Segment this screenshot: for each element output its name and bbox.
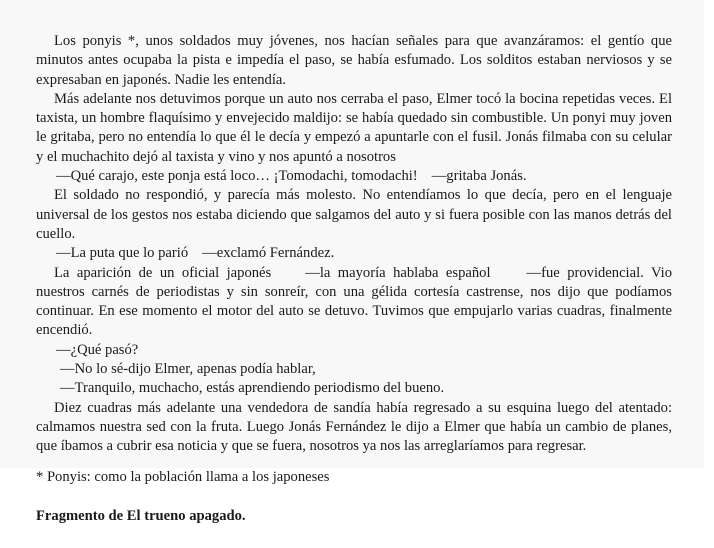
paragraph-1: Los ponyis *, unos soldados muy jóvenes, nos hacían señales para que avanzáramos: el gentío que minutos antes ocupaba la pista e impedía el paso, se había esfumado. Los solditos estaban nerviosos y se expresaban en japonés. Nadie les entendía. bbox=[36, 33, 672, 88]
footnote: * Ponyis: como la población llama a los japoneses bbox=[36, 469, 330, 485]
dialogue-tranquilo: —Tranquilo, muchacho, estás aprendiendo periodismo del bueno. bbox=[60, 380, 445, 397]
paragraph-6-rest: —fue providencial. Vio nuestros carnés de periodistas y sin sonreír, con una gélida cortesía castrense, nos dijo que podíamos continuar. En ese momento el motor del auto se detuvo. Tuvimos que empujarlo varias cuadras, finalmente encendió. bbox=[36, 264, 672, 339]
paragraph-6 bbox=[36, 264, 672, 341]
dialogue-elmer: —No lo sé-dijo Elmer, apenas podía hablar, bbox=[60, 361, 316, 378]
paragraph-4: El soldado no respondió, y parecía más molesto. No entendíamos lo que decía, pero en el lenguaje universal de los gestos nos estaba diciendo que salgamos del auto y si fuera posible con las manos detrás del cuello. bbox=[36, 187, 672, 242]
dialogue-jonas-speech: —Qué carajo, este ponja está loco… ¡Tomodachi, tomodachi! bbox=[56, 168, 418, 185]
dialogue-jonas bbox=[36, 167, 672, 186]
dialogue-que-paso: —¿Qué pasó? bbox=[56, 341, 139, 358]
dialogue-fernandez-tag: —exclamó Fernández. bbox=[202, 245, 335, 262]
dialogue-fernandez bbox=[36, 244, 672, 263]
paragraph-10: Diez cuadras más adelante una vendedora de sandía había regresado a su esquina luego del atentado: calmamos nuestra sed con la fruta. Luego Jonás Fernández le dijo a Elmer que había un cambio de planes, que íbamos a cubrir esa noticia y que se fuera, nosotros ya nos las arreglaríamos para regresar. bbox=[36, 399, 672, 455]
story-text bbox=[36, 32, 672, 457]
paragraph-2: Más adelante nos detuvimos porque un auto nos cerraba el paso, Elmer tocó la bocina repetidas veces. El taxista, un hombre flaquísimo y envejecido maldijo: se había quedado sin combustible. Un ponyi muy joven le gritaba, pero no entendía lo que él le decía y empezó a apuntarle con el fusil. Jonás filmaba con su celular y el muchachito dejó al taxista y vino y nos apuntó a nosotros bbox=[36, 90, 672, 165]
paragraph-6-aside: —la mayoría hablaba español bbox=[305, 264, 491, 281]
dialogue-jonas-tag: —gritaba Jonás. bbox=[431, 168, 527, 185]
paragraph-6-start: La aparición de un oficial japonés bbox=[54, 264, 272, 281]
source-caption: Fragmento de El trueno apagado. bbox=[36, 508, 246, 524]
dialogue-fernandez-speech: —La puta que lo parió bbox=[56, 245, 189, 262]
